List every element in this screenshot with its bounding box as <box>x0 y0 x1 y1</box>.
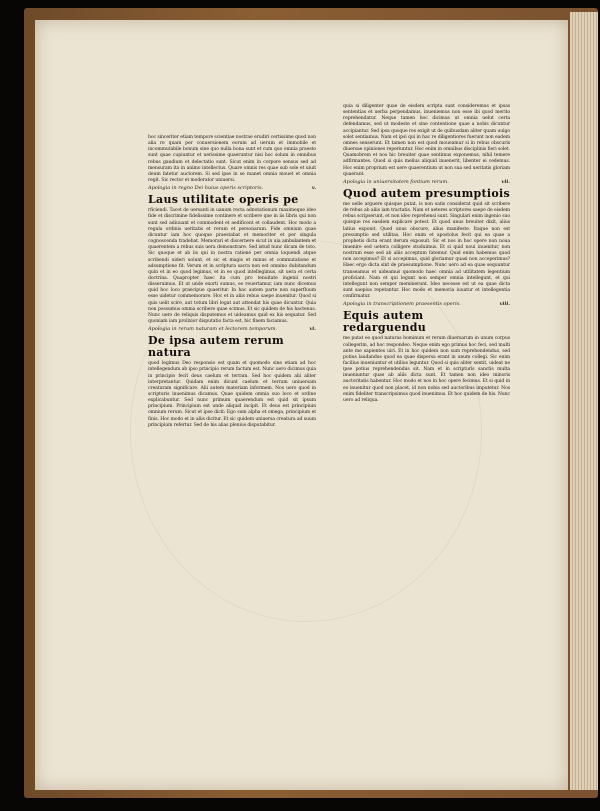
left-subhead-2-text: Apologia in rerum naturam et lectorem temporum. <box>148 326 278 333</box>
page-edges <box>570 12 598 790</box>
right-body-1: me uelle arguere quisque putat, is non satis considerat quid sit scribere de rebus ab aliis iam tractatis. Nam et ueteres scriptores saepe de eisdem rebus scripserunt, et non ideo reprehensi sunt. Singulari enim ingenio suo quisque res easdem explicare potest. Et quod unus breuiter dixit, alius latius exponit. Quod unus obscure, alius manifeste. Itaque non est presumptio sed utilitas. Hoc enim et apostolus fecit qui ea quae a prophetis dicta erant iterum exposuit. Sic et nos in hoc opere non noua inuenire sed uetera colligere studuimus. Et si quid noui inuenitur, non nostrum esse sed ab aliis acceptum fatemur. Quid enim habemus quod non accepimus? Et si accepimus, quid gloriamur quasi non acceperimus? Haec ergo dicta sint de praesumptione. Nunc uero ad ea quae sequuntur transeamus et uideamus quomodo haec omnia ad utilitatem legentium proficiant. Nam et qui legunt non semper omnia intellegunt, et qui intellegunt non semper meminerunt. Ideo necesse est ut ea quae dicta sunt saepius repetantur. Hoc modo et memoria iuuatur et intellegentia confirmatur. <box>343 201 510 300</box>
left-incipit-1: Laus utilitate operis pe <box>148 193 299 207</box>
left-incipit-2: De ipsa autem rerum natura <box>148 334 284 360</box>
right-subhead-2-text: Apologia in transcriptionem praesentis operis. <box>343 301 461 308</box>
left-chapter-1-number: v. <box>311 185 316 192</box>
left-subhead-2 <box>148 326 316 333</box>
left-subhead-1-text: Apologia in regno Dei huius operis scriptoris. <box>148 185 264 192</box>
left-intro-text: hoc sinceriter etiam tempore scientiae nostrae erudiri certissime quod non alia re quam per conuersionem eorum ad uerum et immobile et incommutabile bonum sine quo nulla bona sunt et cum quo omnia praesto sunt quae cupiuntur et uerissime quaeruntur nisi hoc solum in omnibus rebus gaudium et delectatio sunt. Sicut enim in corpore sensus sed ad mensuram ita in animo intellectus. Quare omnis res quae sub sole et uiuit deum fatetur auctorem. Si sed ipse in se manet omnia mouet et omnia regit. Sic rector et moderator uniuersi. <box>148 135 316 184</box>
left-chapter-2-number: vi. <box>309 326 316 333</box>
right-chapter-2-number: viii. <box>499 301 510 308</box>
right-body-2: me putat eo quod naturas hominum et rerum diuersarum in unum corpus collegerim, ad hoc respondeo. Neque enim ego primus hoc feci, sed multi ante me sapientes uiri. Et in hoc quidem non sum reprehendendus, sed potius laudandus quod ea quae dispersa erant in unum collegi. Sic enim facilius inueniuntur et utilius leguntur. Quod si quis aliter sentit, uideat ne ipse potius reprehendendus sit. Nam et in scripturis sanctis multa inueniuntur quae ab aliis dicta sunt. Et tamen non ideo minoris auctoritatis habentur. Hoc modo et nos in hoc opere fecimus. Et si quid in eo inuenitur quod non placet, id non nobis sed auctoribus imputetur. Nos enim fideliter transcripsimus quod inuenimus. Et hoc quidem de his. Nunc uero ad reliqua. <box>343 336 510 403</box>
right-subhead-1-text: Apologia in uniuersitatem fontium rerum. <box>343 178 449 185</box>
right-subhead-2 <box>343 301 510 308</box>
left-column <box>148 135 316 429</box>
left-subhead-1 <box>148 185 316 192</box>
left-body-2: quod legimus Deo responsio est quam et quomodo sine etiam ad hoc intellegendum ab ipso principio rerum factum est. Nunc uero dicimus quia in principio fecit deus caelum et terram. Sed hoc quidem alii aliter interpretantur. Quidam enim dicunt caelum et terram uniuersam creaturam significare. Alii autem materiam informem. Nos uero quod in scripturis inuenimus dicamus. Quae quidem omnia suo loco et ordine explicabuntur. Sed nunc primum quaerendum est quid sit ipsum principium. Principium est unde aliquid incipit. Et deus est principium omnium rerum. Sicut et ipse dicit: Ego sum alpha et omega, principium et finis. Hoc modo et in aliis dicitur. Et sic quidem uniuersa creatura ad suum principium refertur. Sed de his alias plenius disputabitur. <box>148 361 316 428</box>
right-column <box>343 104 510 404</box>
right-incipit-1: Quod autem presumptiois <box>343 186 510 200</box>
right-body-top: quia si diligenter quae de eisdem scripta sunt consideremus et ipsas sententias et uerba perpendamus, inueniemus non esse ibi quod merito reprehendatur. Neque tamen hoc dicimus ut omnia uelut certa defendamus, sed ut modeste et sine contentione quae a nobis dicuntur accipiantur. Sed ipsa quoque res exigit ut de quibusdam aliter quam uulgo solet sentiamus. Nam et ipsi qui in hac re diligentiores fuerunt non eadem omnes senserunt. Et tamen non est quod moueamur si in rebus obscuris diuersae opiniones reperiuntur. Hoc enim in omnibus disciplinis fieri solet. Quamobrem et nos hic breuiter quae sentimus exponemus, nihil temere adfirmantes. Quod si quis melius aliquid inuenerit, libenter ei cedemus. Hoc enim proprium est uere quaerentium ut non sua sed ueritatis gloriam quaerant. <box>343 104 510 177</box>
right-subhead-1 <box>343 179 510 186</box>
right-chapter-1-number: vii. <box>501 178 510 185</box>
left-body-1: rficiendi. Tacet de uersanti in uanum recta adnotationum maximeque ideo fide et discrimine fidelissime continere et scribere que in iis libris qui non sunt sed adiuuant et commodent et aedificent et collaudent. Hoc modo a regula ordinis ueritatis et rerum et personarum. Fide omnium quae dicuntur iam hoc quoque praestabat et memoriter et per singula cognoscenda tradebat. Memorari et discernere sicut in uia ambulantem et quaerentem a rebus suis uera demonstrare. Sed istud nunc dicam de toto. Sic quoque et ab iis qui in nostra ratione per omnia loquendi atque scribendi uideri uolunt, et sic et magis et minus et commutatione et adsumptione fit. Verum et in scriptura sacra non est omnino dubitandum quin et in eo quod legimus, et in eo quod intellegimus, sit uera et certa doctrina. Quapropter haec ita cum pro tenuitate ingenii nostri disseruimus. Et ut unde exorti sumus, eo reuertamur, iam nunc dicemus quid hoc loco praecipue quaeritur. In hac autem parte non superfluum esse uidetur commemorare. Hoc et in aliis rebus saepe inuenitur. Quod si quis uelit scire, aut totum libri legat aut attendat his quae dicuntur. Quia non possumus omnia scribere quae scimus. Et sic quidem de his hactenus. Nunc uero de reliquis disputemus et uideamus quid ex his sequatur. Sed quoniam iam prolixior disputatio facta est, hic finem faciamus. <box>148 208 316 325</box>
right-incipit-2: Equis autem redarguendu <box>343 309 427 335</box>
